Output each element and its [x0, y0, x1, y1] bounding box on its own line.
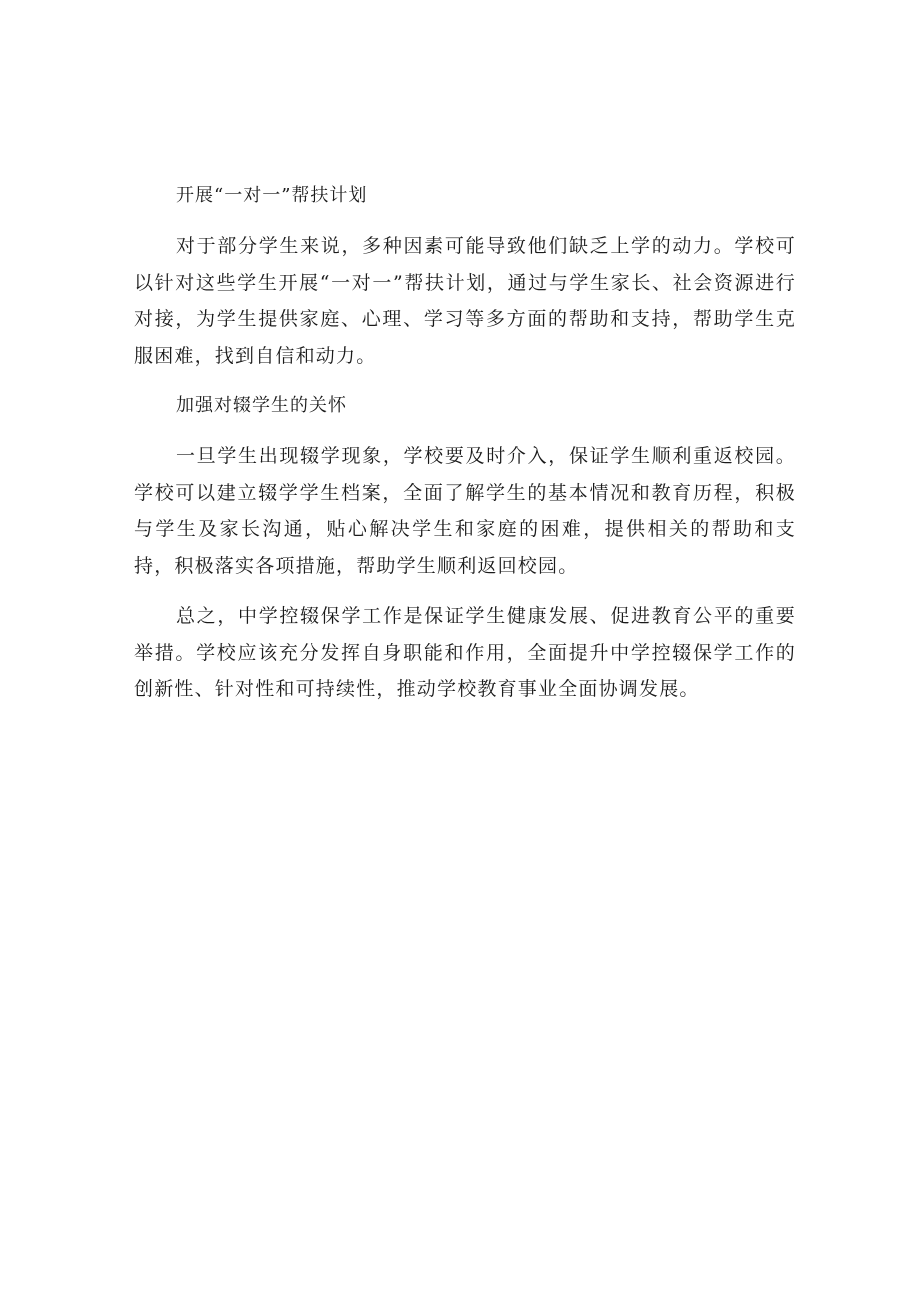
conclusion-paragraph: 总之，中学控辍保学工作是保证学生健康发展、促进教育公平的重要举措。学校应该充分发挥自身职能和作用，全面提升中学控辍保学工作的创新性、针对性和可持续性，推动学校教育事业全面协调发展。: [134, 605, 796, 700]
spacer: [134, 374, 796, 388]
section-paragraph-dropout-care: 一旦学生出现辍学现象，学校要及时介入，保证学生顺利重返校园。学校可以建立辍学学生档案，全面了解学生的基本情况和教育历程，积极与学生及家长沟通，贴心解决学生和家庭的困难，提供相关的帮助和支持，积极落实各项措施，帮助学生顺利返回校园。: [134, 445, 796, 577]
section-paragraph-one-on-one-support: 对于部分学生来说，多种因素可能导致他们缺乏上学的动力。学校可以针对这些学生开展“一对一”帮扶计划，通过与学生家长、社会资源进行对接，为学生提供家庭、心理、学习等多方面的帮助和支持，帮助学生克服困难，找到自信和动力。: [134, 235, 796, 367]
document-content: [134, 178, 796, 708]
section-heading-dropout-care: 加强对辍学生的关怀: [176, 395, 347, 416]
section-heading-one-on-one-support: 开展“一对一”帮扶计划: [176, 185, 368, 206]
spacer: [134, 424, 796, 438]
spacer: [134, 214, 796, 228]
spacer: [134, 584, 796, 598]
